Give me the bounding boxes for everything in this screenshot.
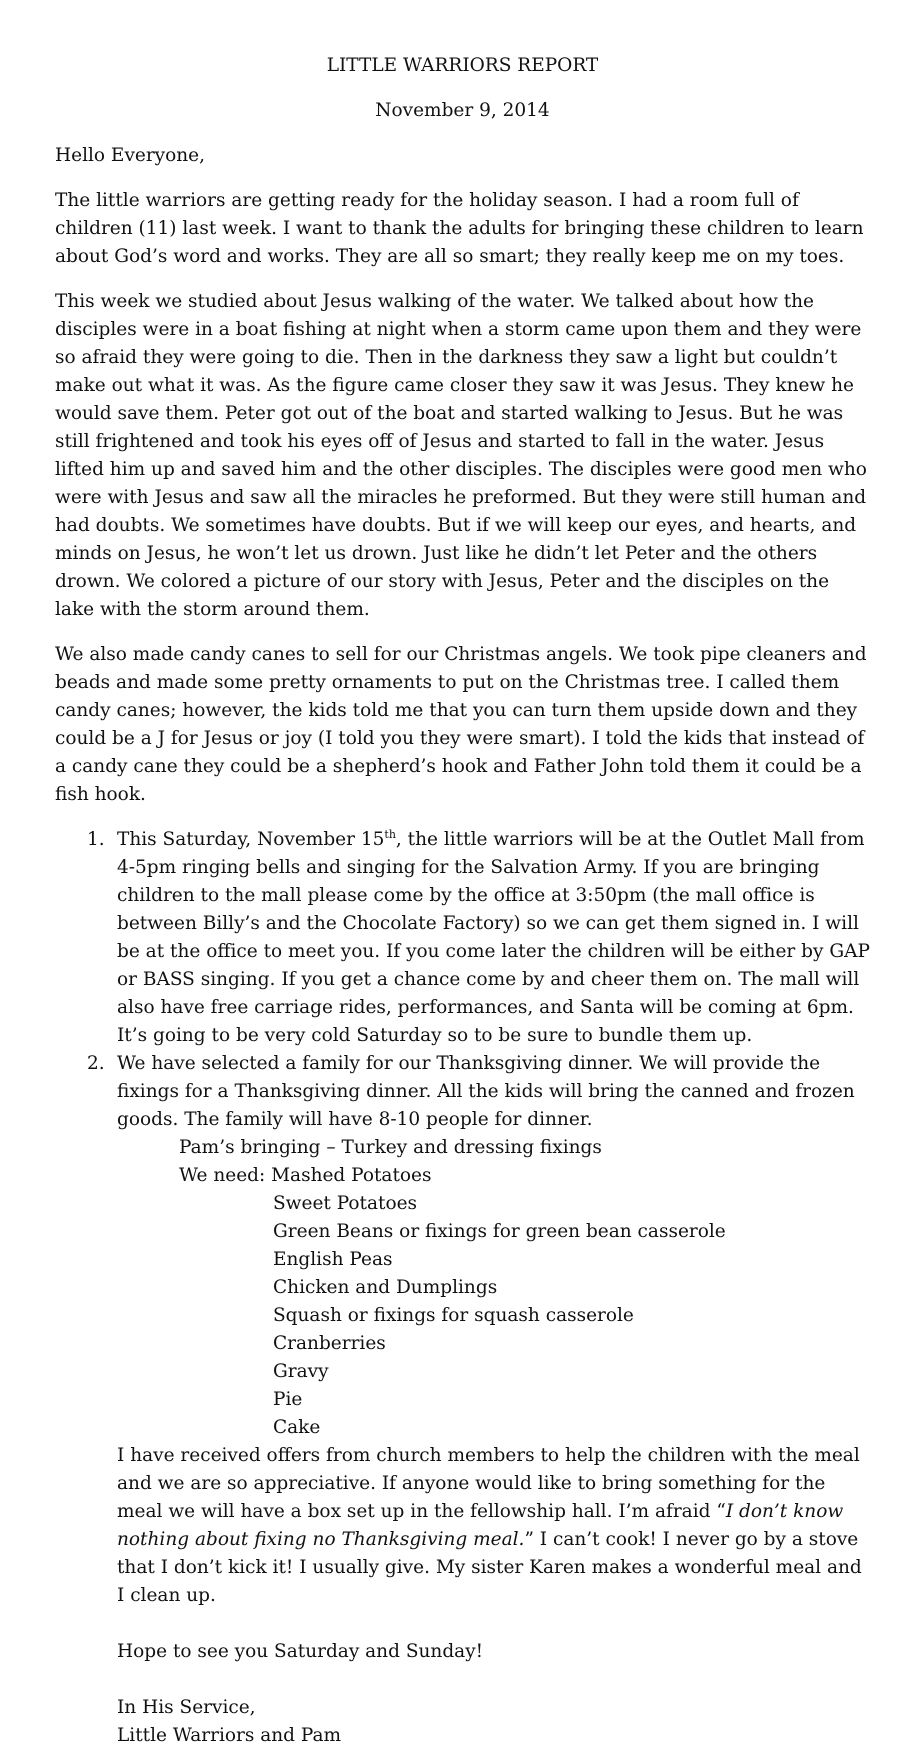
list-item [55, 826, 870, 1050]
need-item: Pie [273, 1389, 303, 1410]
need-item: Gravy [273, 1361, 329, 1382]
list-number: 1. [87, 829, 105, 850]
need-item: Sweet Potatoes [273, 1193, 418, 1214]
need-item: Chicken and Dumplings [273, 1277, 498, 1298]
list-item-text: This Saturday, November 15th, the little warriors will be at the Outlet Mall from 4-5pm ringing bells and singing for the Salvation Army. If you are bringing children to the mall please come by the office at 3:50pm (the mall office is between Billy’s and the Chocolate Factory) so we can get them signed in. I will be at the office to meet you. If you come later the children will be either by GAP or BASS singing. If you get a chance come by and cheer them on. The mall will also have free carriage rides, performances, and Santa will be coming at 6pm. It’s going to be very cold Saturday so to be sure to bundle them up. [117, 827, 870, 1046]
need-item: Cranberries [273, 1333, 386, 1354]
greeting: Hello Everyone, [55, 145, 206, 166]
hope-line: Hope to see you Saturday and Sunday! [117, 1641, 484, 1662]
need-item: Green Beans or fixings for green bean casserole [273, 1221, 726, 1242]
list-item-text: We have selected a family for our Thanksgiving dinner. We will provide the fixings for a Thanksgiving dinner. All the kids will bring the canned and frozen goods. The family will have 8-10 people for dinner. [117, 1053, 855, 1130]
pam-bringing-line: Pam’s bringing – Turkey and dressing fixings [179, 1137, 602, 1158]
list-item [55, 1050, 870, 1442]
need-item: Squash or fixings for squash casserole [273, 1305, 634, 1326]
we-need-line: We need: Mashed Potatoes [179, 1165, 432, 1186]
letter-page [55, 52, 870, 1750]
numbered-list [55, 826, 870, 1442]
list-number: 2. [87, 1053, 105, 1074]
closing-paragraph: I have received offers from church members to help the children with the meal and we are so appreciative. If anyone would like to bring something for the meal we will have a box set up in the fellowship hall. I’m afraid “I don’t know nothing about fixing no Thanksgiving meal.” I can’t cook! I never go by a stove that I don’t kick it! I usually give. My sister Karen makes a wonderful meal and I clean up. [117, 1445, 862, 1606]
report-date: November 9, 2014 [375, 100, 550, 121]
paragraph-candy-canes: We also made candy canes to sell for our Christmas angels. We took pipe cleaners and beads and made some pretty ornaments to put on the Christmas tree. I called them candy canes; however, the kids told me that you can turn them upside down and they could be a J for Jesus or joy (I told you they were smart). I told the kids that instead of a candy cane they could be a shepherd’s hook and Father John told them it could be a fish hook. [55, 644, 867, 805]
paragraph-intro: The little warriors are getting ready for the holiday season. I had a room full of children (11) last week. I want to thank the adults for bringing these children to learn about God’s word and works. They are all so smart; they really keep me on my toes. [55, 190, 864, 267]
signoff-name: Little Warriors and Pam [117, 1725, 342, 1746]
paragraph-story: This week we studied about Jesus walking of the water. We talked about how the disciples were in a boat fishing at night when a storm came upon them and they were so afraid they were going to die. Then in the darkness they saw a light but couldn’t make out what it was. As the figure came closer they saw it was Jesus. They knew he would save them. Peter got out of the boat and started walking to Jesus. But he was still frightened and took his eyes off of Jesus and started to fall in the water. Jesus lifted him up and saved him and the other disciples. The disciples were good men who were with Jesus and saw all the miracles he preformed. But they were still human and had doubts. We sometimes have doubts. But if we will keep our eyes, and hearts, and minds on Jesus, he won’t let us drown. Just like he didn’t let Peter and the others drown. We colored a picture of our story with Jesus, Peter and the disciples on the lake with the storm around them. [55, 291, 867, 620]
need-item: English Peas [273, 1249, 393, 1270]
italic-quote: I don’t know nothing about fixing no Thanksgiving meal. [117, 1501, 844, 1550]
report-title: LITTLE WARRIORS REPORT [326, 55, 599, 76]
signoff-line: In His Service, [117, 1697, 256, 1718]
need-item: Cake [273, 1417, 321, 1438]
